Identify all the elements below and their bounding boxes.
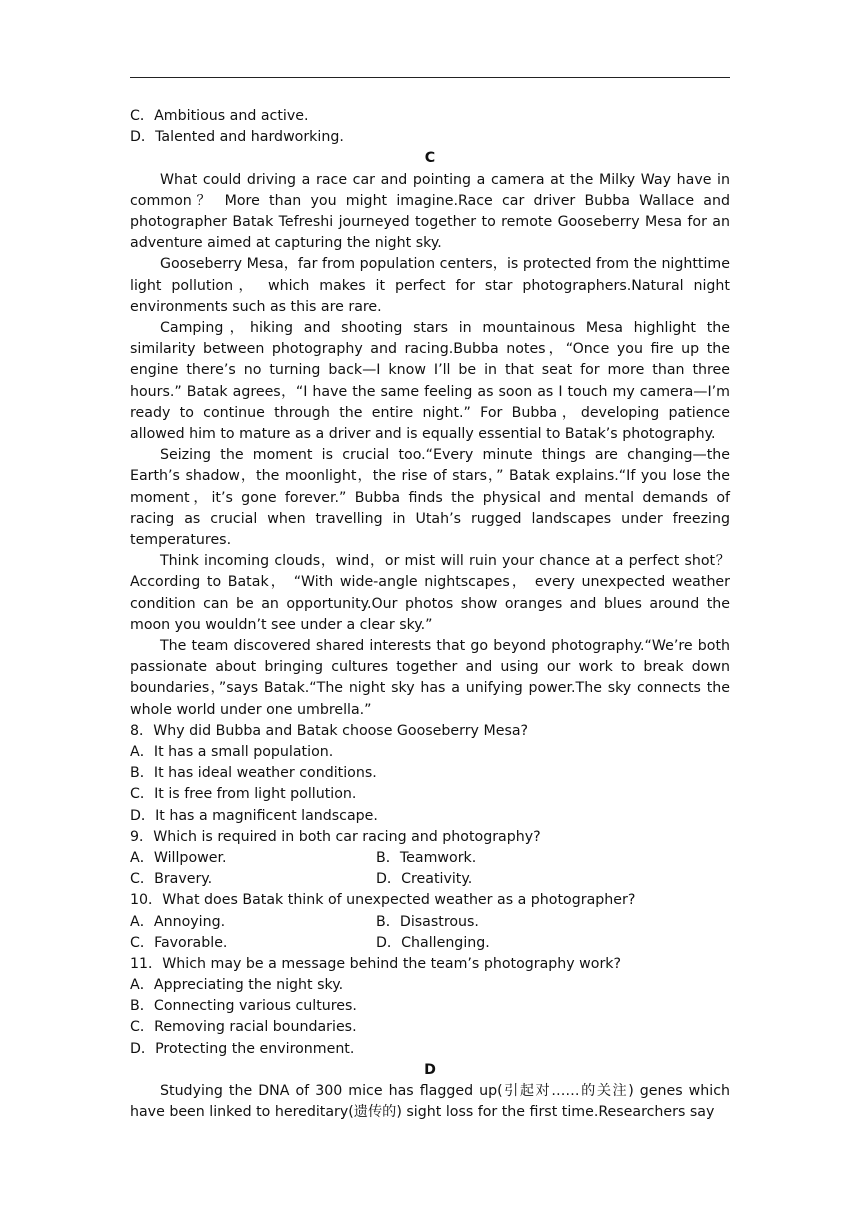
question-9-option-b: B．Teamwork. [376, 849, 477, 866]
question-11-option-c: C．Removing racial boundaries. [130, 1019, 357, 1036]
question-10-option-d: D．Challenging. [376, 934, 490, 951]
question-9-option-c: C．Bravery. [130, 871, 213, 888]
header-rule [130, 77, 730, 78]
section-c-paragraph-6: The team discovered shared interests that go beyond photography.“We’re both passionate about bringing cultures together and using our work to break down boundaries，”says Batak.“The night sky has a unifying power.The sky connects the whole world under one umbrella.” [130, 638, 730, 718]
question-11-option-b: B．Connecting various cultures. [130, 998, 357, 1015]
section-c-paragraph-5: Think incoming clouds，wind，or mist will ruin your chance at a perfect shot？According to Batak， “With wide-angle nightscapes， every unexpected weather condition can be an opportunity.Our photos show oranges and blues around the moon you wouldn’t see under a clear sky.” [130, 553, 730, 633]
question-9-options-row-1 [130, 848, 730, 869]
section-c-paragraph-1: What could driving a race car and pointing a camera at the Milky Way have in common？ More than you might imagine.Race car driver Bubba Wallace and photographer Batak Tefreshi journeyed together to remote Gooseberry Mesa for an adventure aimed at capturing the night sky. [130, 171, 730, 252]
section-c-heading: C [424, 150, 436, 167]
question-10-stem: 10．What does Batak think of unexpected weather as a photographer? [130, 892, 636, 909]
option-c-prev: C．Ambitious and active. [130, 108, 309, 124]
question-8-option-c: C．It is free from light pollution. [130, 786, 357, 803]
section-d-paragraph-1: Studying the DNA of 300 mice has flagged up(引起对……的关注) genes which have been linked to hereditary(遗传的) sight loss for the first time.Researchers say [130, 1083, 730, 1121]
question-9-options-row-2 [130, 869, 730, 890]
question-11-option-a: A．Appreciating the night sky. [130, 977, 344, 994]
section-c-paragraph-4: Seizing the moment is crucial too.“Every minute things are changing—the Earth’s shadow，the moonlight，the rise of stars，” Batak explains.“If you lose the moment，it’s gone forever.” Bubba finds the physical and mental demands of racing as crucial when travelling in Utah’s rugged landscapes under freezing temperatures. [130, 447, 730, 549]
question-8-option-b: B．It has ideal weather conditions. [130, 765, 377, 782]
question-8-option-a: A．It has a small population. [130, 744, 334, 761]
question-10-option-c: C．Favorable. [130, 934, 228, 951]
question-11-option-d: D．Protecting the environment. [130, 1040, 355, 1057]
question-10-option-a: A．Annoying. [130, 913, 226, 930]
question-9-option-a: A．Willpower. [130, 849, 227, 866]
question-9-option-d: D．Creativity. [376, 871, 473, 888]
question-11-stem: 11．Which may be a message behind the team’s photography work? [130, 955, 622, 972]
section-c-paragraph-2: Gooseberry Mesa，far from population centers，is protected from the nighttime light pollution， which makes it perfect for star photographers.Natural night environments such as this are rare. [130, 256, 730, 315]
question-8-option-d: D．It has a magnificent landscape. [130, 807, 378, 824]
section-c-paragraph-3: Camping，hiking and shooting stars in mountainous Mesa highlight the similarity between photography and racing.Bubba notes，“Once you fire up the engine there’s no turning back—I know I’ll be in that seat for more than three hours.” Batak agrees，“I have the same feeling as soon as I touch my camera—I’m ready to continue through the entire night.” For Bubba，developing patience allowed him to mature as a driver and is equally essential to Batak’s photography. [130, 319, 730, 442]
question-10-option-b: B．Disastrous. [376, 913, 479, 930]
exam-content [130, 106, 730, 1123]
question-10-options-row-1 [130, 912, 730, 933]
option-d-prev: D．Talented and hardworking. [130, 129, 344, 146]
question-10-options-row-2 [130, 933, 730, 954]
section-d-heading: D [424, 1061, 436, 1078]
question-9-stem: 9．Which is required in both car racing and photography? [130, 828, 541, 845]
question-8-stem: 8．Why did Bubba and Batak choose Gooseberry Mesa? [130, 722, 529, 739]
